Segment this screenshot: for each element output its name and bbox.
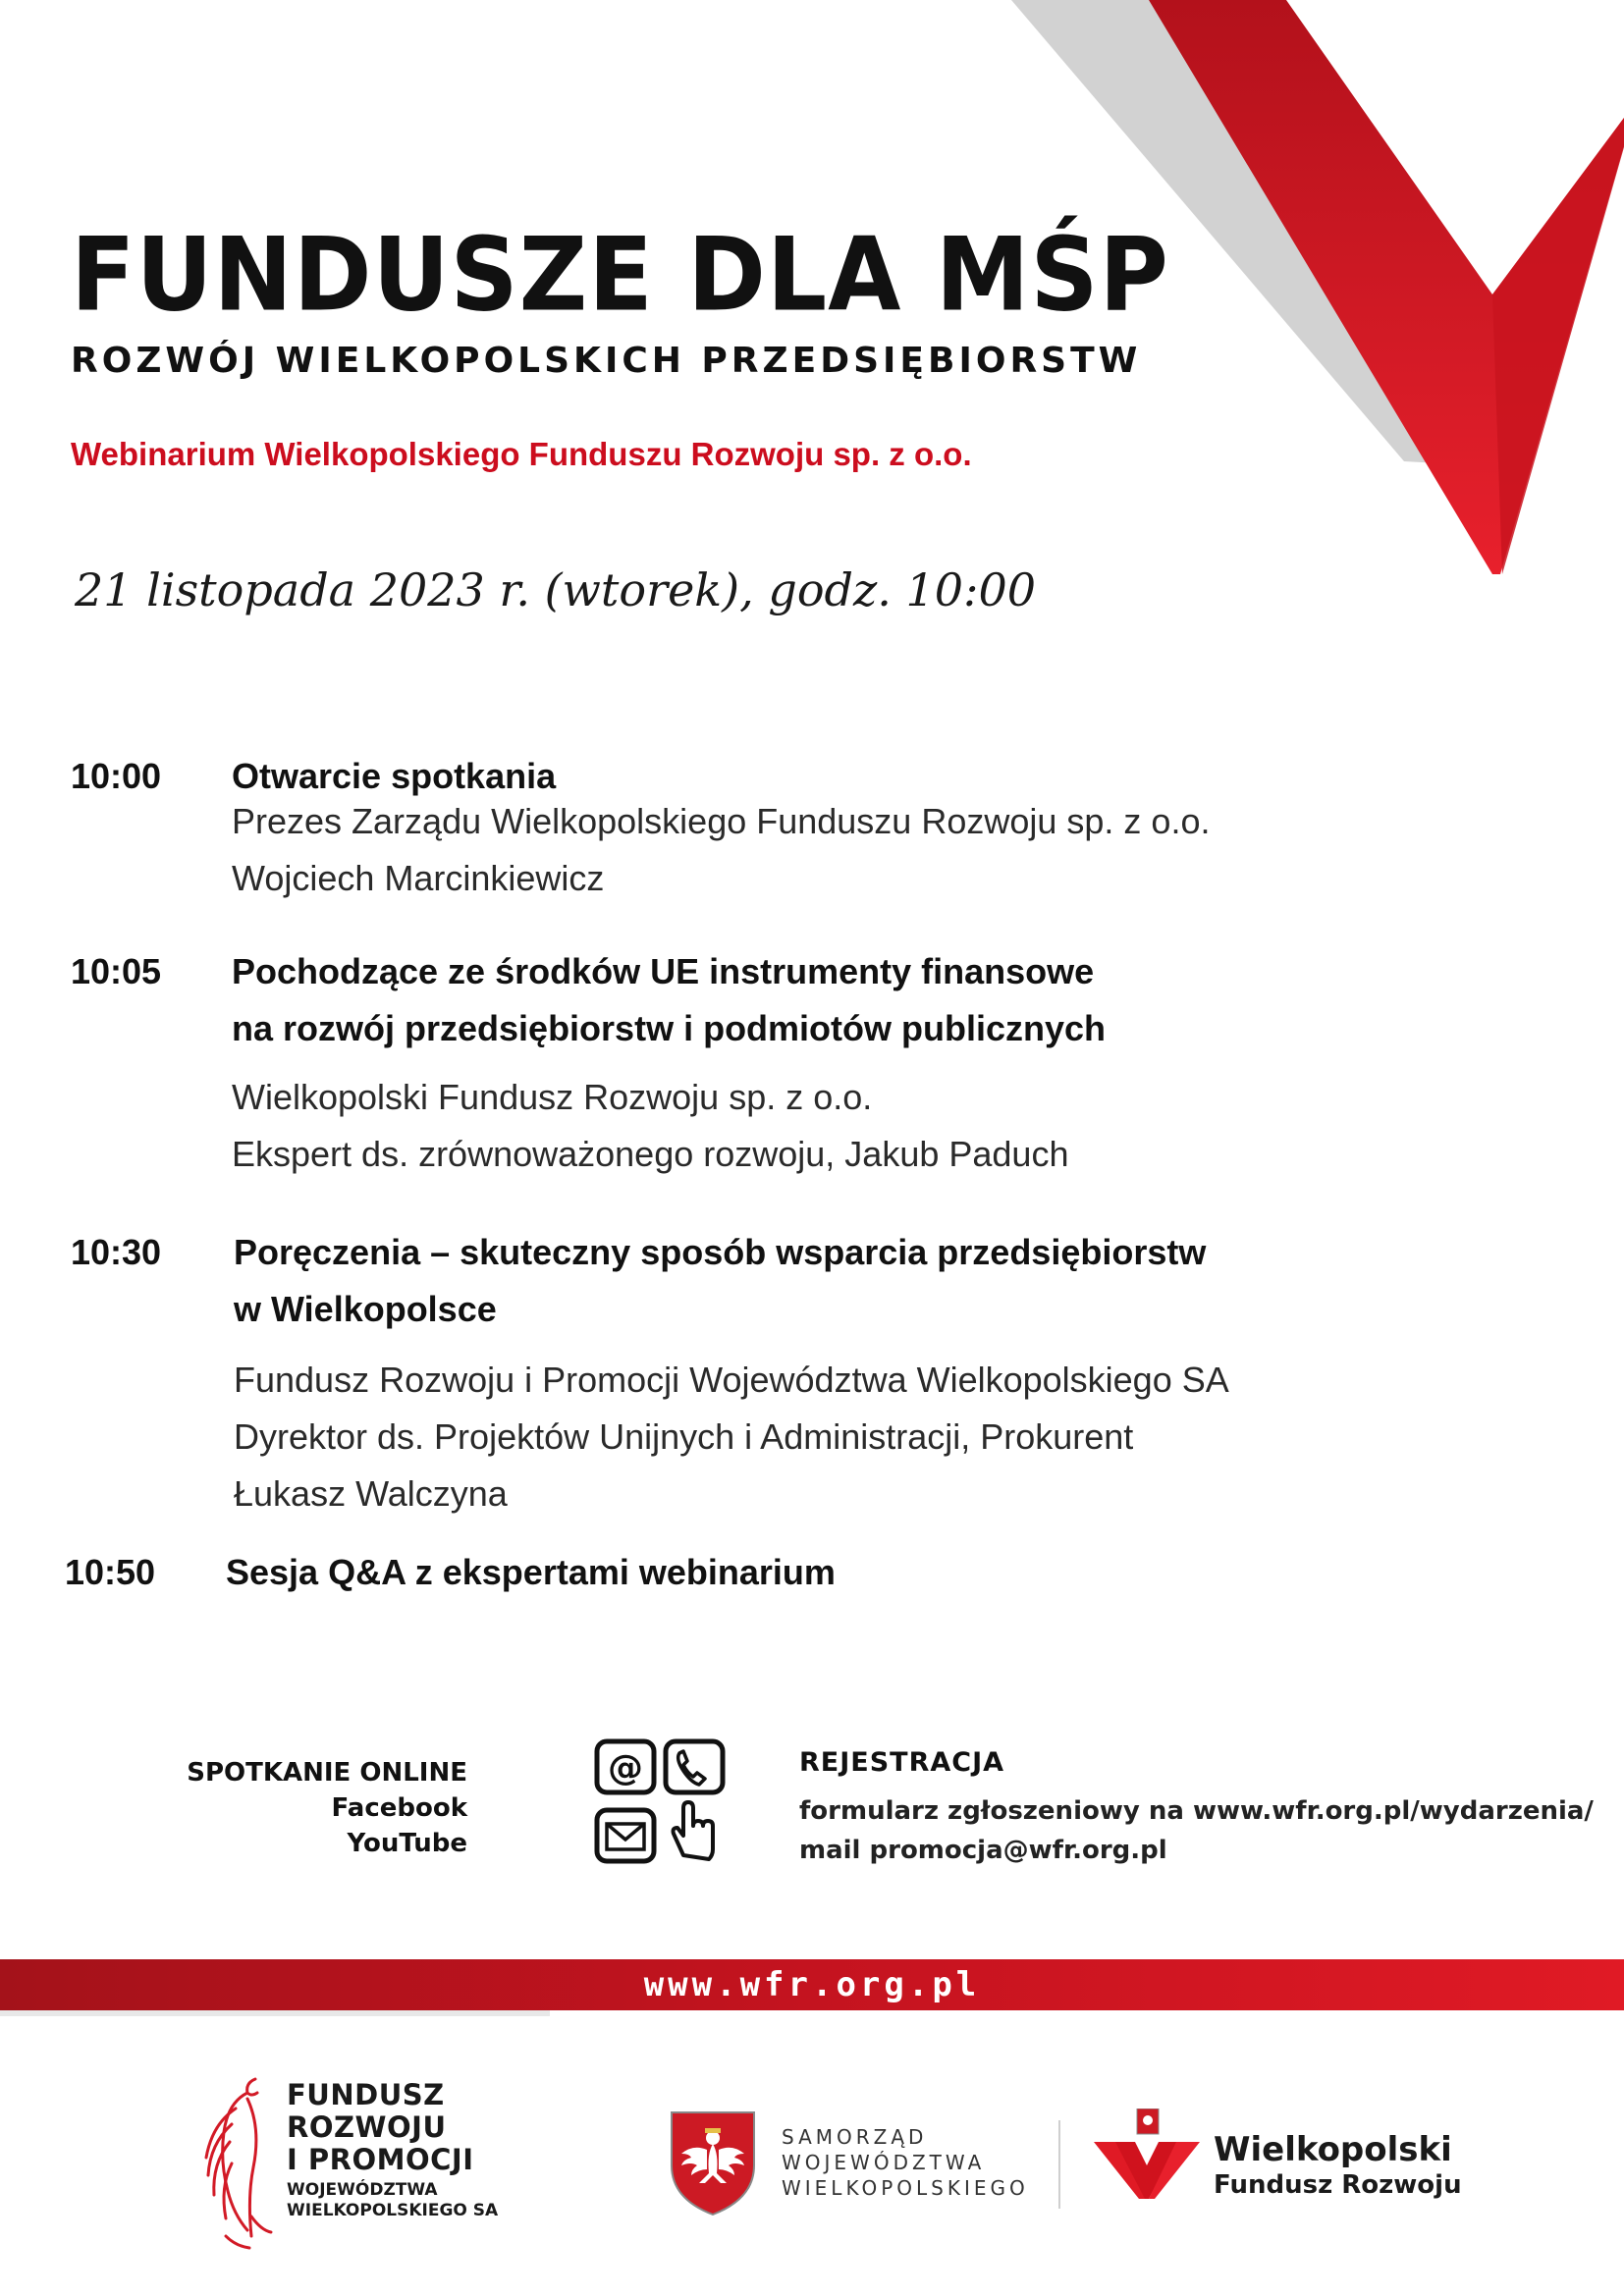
phone-icon <box>666 1741 723 1792</box>
frp-eagle-logo-icon <box>196 2069 285 2266</box>
registration-form-link[interactable]: formularz zgłoszeniowy na www.wfr.org.pl/wydarzenia/ <box>799 1796 1594 1826</box>
samorzad-crest-icon <box>668 2109 758 2218</box>
at-sign-icon <box>597 1741 654 1792</box>
agenda-desc: Fundusz Rozwoju i Promocji Województwa Wielkopolskiego SA <box>234 1360 1229 1400</box>
agenda-title: Poręczenia – skuteczny sposób wsparcia przedsiębiorstw <box>234 1232 1207 1272</box>
frp-line: FUNDUSZ <box>287 2078 445 2111</box>
wfr-logo-icon <box>1090 2109 1204 2207</box>
platform-youtube: YouTube <box>347 1829 467 1858</box>
samorzad-line: SAMORZĄD <box>782 2125 928 2149</box>
agenda-time: 10:50 <box>65 1552 156 1592</box>
agenda-desc: Prezes Zarządu Wielkopolskiego Funduszu Rozwoju sp. z o.o. <box>232 801 1211 841</box>
agenda-desc: Ekspert ds. zrównoważonego rozwoju, Jakub Paduch <box>232 1134 1069 1174</box>
samorzad-line: WIELKOPOLSKIEGO <box>782 2176 1029 2200</box>
registration-email[interactable]: mail promocja@wfr.org.pl <box>799 1836 1167 1865</box>
online-meeting-info <box>177 1755 467 1861</box>
agenda-title: Pochodzące ze środków UE instrumenty finansowe <box>232 951 1095 991</box>
agenda-desc: Łukasz Walczyna <box>234 1473 508 1514</box>
agenda-time: 10:30 <box>71 1232 162 1272</box>
frp-line-small: WIELKOPOLSKIEGO SA <box>287 2201 499 2220</box>
agenda-title: Otwarcie spotkania <box>232 756 557 796</box>
wfr-line: Wielkopolski <box>1214 2130 1452 2169</box>
event-date: 21 listopada 2023 r. (wtorek), godz. 10:00 <box>75 563 1037 616</box>
online-label: SPOTKANIE ONLINE <box>187 1758 467 1788</box>
frp-line: I PROMOCJI <box>287 2143 474 2176</box>
wfr-logo-text <box>1214 2130 1462 2201</box>
frp-line: ROZWOJU <box>287 2110 447 2144</box>
wfr-line: Fundusz Rozwoju <box>1214 2170 1462 2200</box>
platform-facebook: Facebook <box>331 1793 467 1823</box>
envelope-icon <box>597 1810 654 1861</box>
agenda-desc: Dyrektor ds. Projektów Unijnych i Administracji, Prokurent <box>234 1416 1134 1457</box>
webinar-organizer: Webinarium Wielkopolskiego Funduszu Rozwoju sp. z o.o. <box>71 436 972 472</box>
logo-divider <box>1058 2120 1060 2209</box>
frp-line-small: WOJEWÓDZTWA <box>287 2180 438 2200</box>
hand-pointer-icon <box>674 1802 714 1859</box>
footer-url[interactable]: www.wfr.org.pl <box>643 1965 981 2004</box>
agenda-desc: Wojciech Marcinkiewicz <box>232 858 605 898</box>
agenda-title: na rozwój przedsiębiorstw i podmiotów publicznych <box>232 1008 1107 1048</box>
poster-title: FUNDUSZE DLA MŚP <box>71 215 1169 335</box>
samorzad-line: WOJEWÓDZTWA <box>782 2151 986 2174</box>
poster-subtitle: ROZWÓJ WIELKOPOLSKICH PRZEDSIĘBIORSTW <box>71 341 1142 381</box>
frp-logo-text <box>287 2079 498 2221</box>
agenda-desc: Wielkopolski Fundusz Rozwoju sp. z o.o. <box>232 1077 873 1117</box>
samorzad-logo-text <box>782 2124 1029 2201</box>
agenda-title: Sesja Q&A z ekspertami webinarium <box>226 1552 836 1592</box>
footer-band-strip <box>0 2010 550 2016</box>
registration-title: REJESTRACJA <box>799 1747 1005 1778</box>
agenda-title: w Wielkopolsce <box>234 1289 497 1329</box>
agenda-time: 10:05 <box>71 951 162 991</box>
svg-text:@: @ <box>608 1748 643 1789</box>
contact-icons <box>593 1737 731 1875</box>
agenda-time: 10:00 <box>71 756 162 796</box>
